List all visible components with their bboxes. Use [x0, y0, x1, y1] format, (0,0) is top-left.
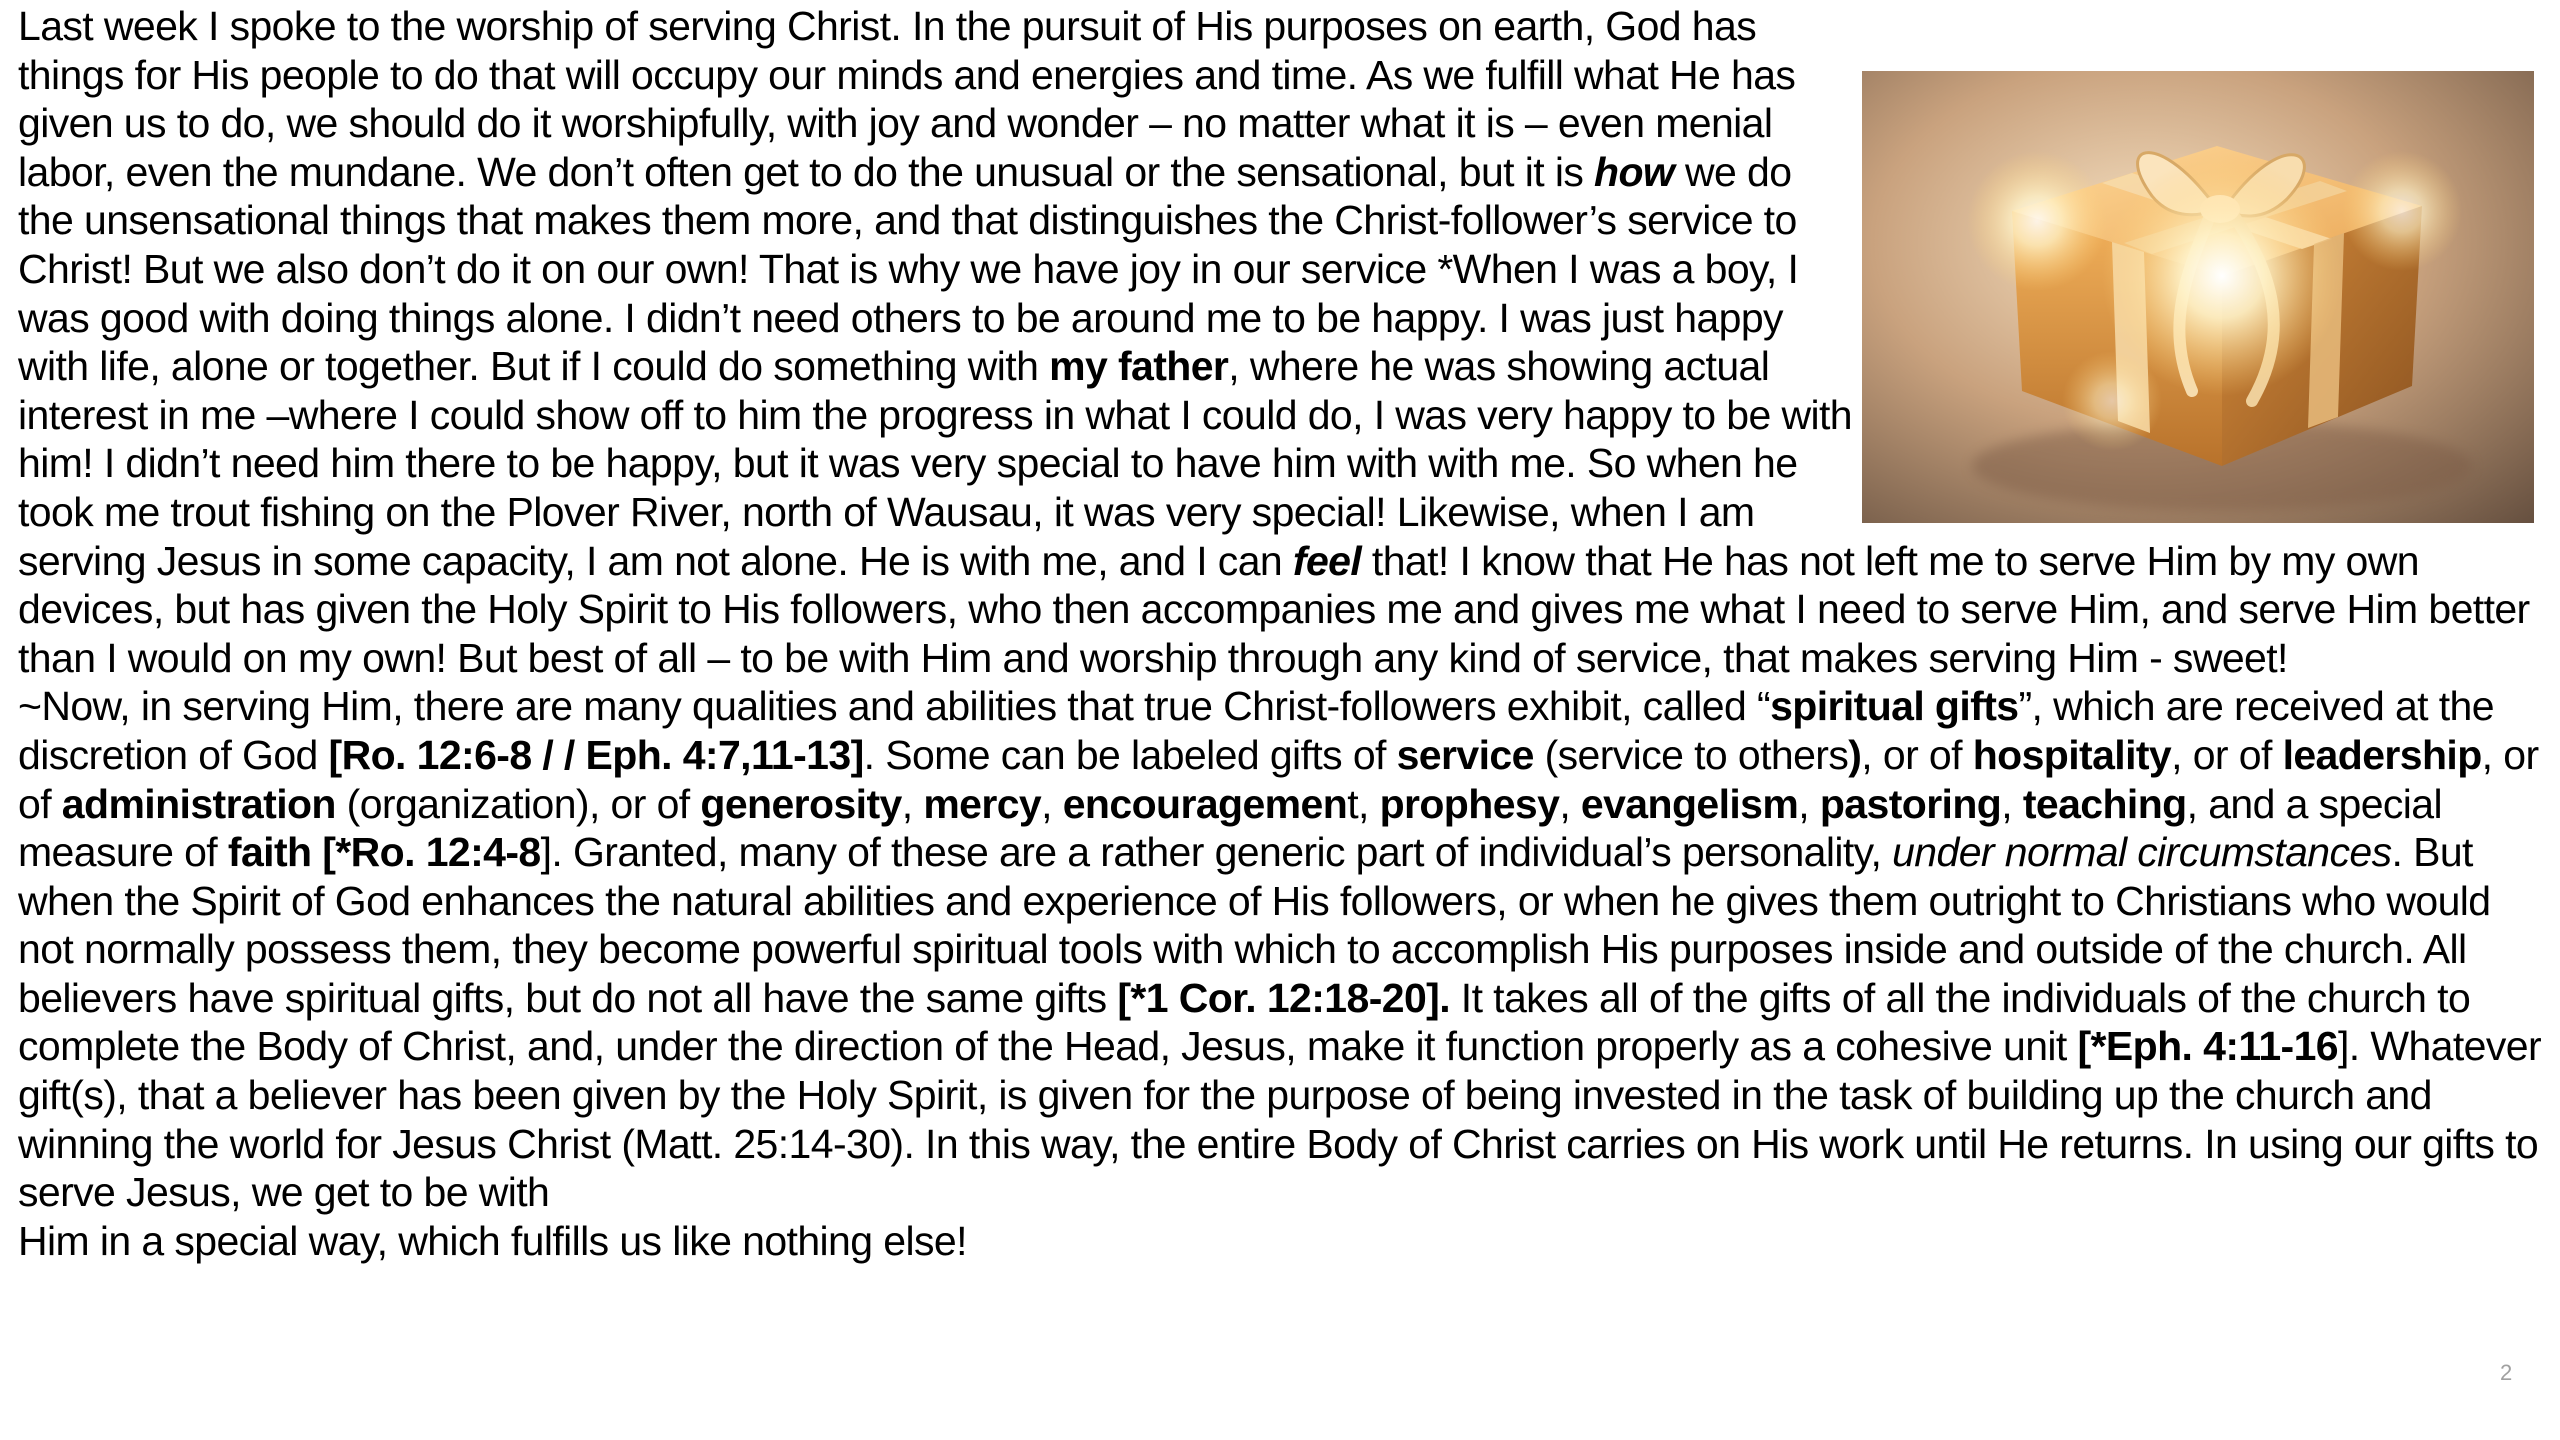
- gift-faith: faith: [227, 829, 312, 876]
- paragraph-2-span-21: t,: [1347, 780, 1380, 827]
- scripture-ref-eph: [*Eph. 4:11-16: [2077, 1023, 2338, 1070]
- paragraph-1-span-3: we do the unsensational things that makes them more, and that distinguishes the Christ-follower’s service to Christ! But we also don’t do it on our own! That is why we have joy in our service *When I was a boy, I was good with doing things alone. I didn’t need others to be around me to be happy. I was just happy with life, alone or together. But if I could do something with: [18, 148, 1799, 390]
- paragraph-2-span-9: , or of: [1861, 731, 1973, 778]
- paragraph-2-span-3: ”, which are received at the discretion of God: [18, 683, 2494, 778]
- paragraph-2-span-31: [311, 829, 322, 875]
- paragraph-2-span-13: , or of: [18, 731, 2539, 827]
- paragraph-2-span-7: (service to others: [1533, 731, 1849, 778]
- page-number: 2: [2500, 1360, 2513, 1385]
- scripture-ref-ro-eph: [Ro. 12:6-8 / / Eph. 4:7,11-13]: [328, 731, 864, 778]
- paragraph-2-span-11: , or of: [2171, 731, 2283, 778]
- paragraph-2-span-29: , and a special measure of: [18, 780, 2443, 876]
- gift-administration: administration: [61, 780, 336, 827]
- slide-text-body: [18, 2, 2548, 1265]
- gift-service: service: [1396, 731, 1534, 778]
- paragraph-1-span-5: , where he was showing actual interest in me –where I could show off to him the progress in what I could do, I was very happy to be with him! I didn’t need him there to be happy, but it was very special to have him with with me. So when he took me trout fishing on the Plover River, north of Wausau, it was very special! Likewise, when I am serving Jesus in some capacity, I am not alone. He is with me, and I can: [18, 343, 1853, 584]
- paragraph-2-span-15: (organization), or of: [335, 780, 701, 827]
- paragraph-2-span-8: ): [1848, 731, 1862, 778]
- gift-pastoring: pastoring: [1819, 780, 2002, 827]
- gift-leadership: leadership: [2282, 731, 2482, 778]
- gift-hospitality: hospitality: [1972, 731, 2172, 778]
- gift-evangelism: evangelism: [1580, 780, 1799, 827]
- emphasis-how: how: [1594, 148, 1675, 195]
- closing-line: Him in a special way, which fulfills us like nothing else!: [18, 1217, 967, 1264]
- gift-encouragement: encouragemen: [1062, 780, 1348, 827]
- gift-box-image: [1862, 71, 2534, 523]
- paragraph-2-span-23: ,: [1559, 780, 1581, 827]
- paragraph-2: [18, 682, 2548, 1217]
- paragraph-2-span-37: It takes all of the gifts of all the individuals of the church to complete the Body of Christ, and, under the direction of the Head, Jesus, make it function properly as a cohesive unit: [18, 974, 2471, 1070]
- paragraph-2-span-5: . Some can be labeled gifts of: [863, 731, 1397, 778]
- scripture-ref-ro-12: [*Ro. 12:4-8: [322, 829, 541, 876]
- paragraph-2-span-33: ]. Granted, many of these are a rather generic part of individual’s personality,: [540, 829, 1893, 876]
- gift-mercy: mercy: [923, 780, 1042, 827]
- paragraph-2-span-27: ,: [2001, 780, 2023, 827]
- paragraph-2-span-19: ,: [1041, 780, 1063, 827]
- gift-generosity: generosity: [700, 780, 902, 827]
- emphasis-feel: feel: [1292, 537, 1362, 584]
- scripture-ref-1-cor: [*1 Cor. 12:18-20].: [1117, 974, 1451, 1021]
- paragraph-2-span-25: ,: [1798, 780, 1820, 827]
- emphasis-my-father: my father: [1049, 343, 1229, 390]
- paragraph-2-span-35: . But when the Spirit of God enhances the natural abilities and experience of His followers, or when he gives them outright to Christians who would not normally possess them, they become powerful spiritual tools with which to accomplish His purposes inside and outside of the church. All believers have spiritual gifts, but do not all have the same gifts: [18, 829, 2491, 1021]
- paragraph-2-span-17: ,: [901, 780, 924, 827]
- paragraph-2-span-39: ]. Whatever gift(s), that a believer has been given by the Holy Spirit, is given for the purpose of being invested in the task of building up the church and winning the world for Jesus Christ (Matt. 25:14-30). In this way, the entire Body of Christ carries on His work until He returns. In using our gifts to serve Jesus, we get to be with: [18, 1023, 2542, 1216]
- gift-prophesy: prophesy: [1379, 780, 1560, 827]
- emphasis-spiritual-gifts: spiritual gifts: [1770, 683, 2019, 730]
- gift-teaching: teaching: [2022, 780, 2187, 827]
- paragraph-1-span-1: Last week I spoke to the worship of serving Christ. In the pursuit of His purposes on earth, God has things for His people to do that will occupy our minds and energies and time. As we fulfill what He has given us to do, we should do it worshipfully, with joy and wonder – no matter what it is – even menial labor, even the mundane. We don’t often get to do the unusual or the sensational, but it is: [18, 3, 1796, 195]
- emphasis-normal-circumstances: under normal circumstances: [1892, 829, 2392, 876]
- paragraph-1-span-7: that! I know that He has not left me to serve Him by my own devices, but has given the Holy Spirit to His followers, who then accompanies me and gives me what I need to serve Him, and serve Him better than I would on my own! But best of all – to be with Him and worship through any kind of service, that makes serving Him - sweet!: [18, 537, 2530, 681]
- paragraph-2-span-1: ~Now, in serving Him, there are many qualities and abilities that true Christ-followers exhibit, called “: [18, 683, 1771, 730]
